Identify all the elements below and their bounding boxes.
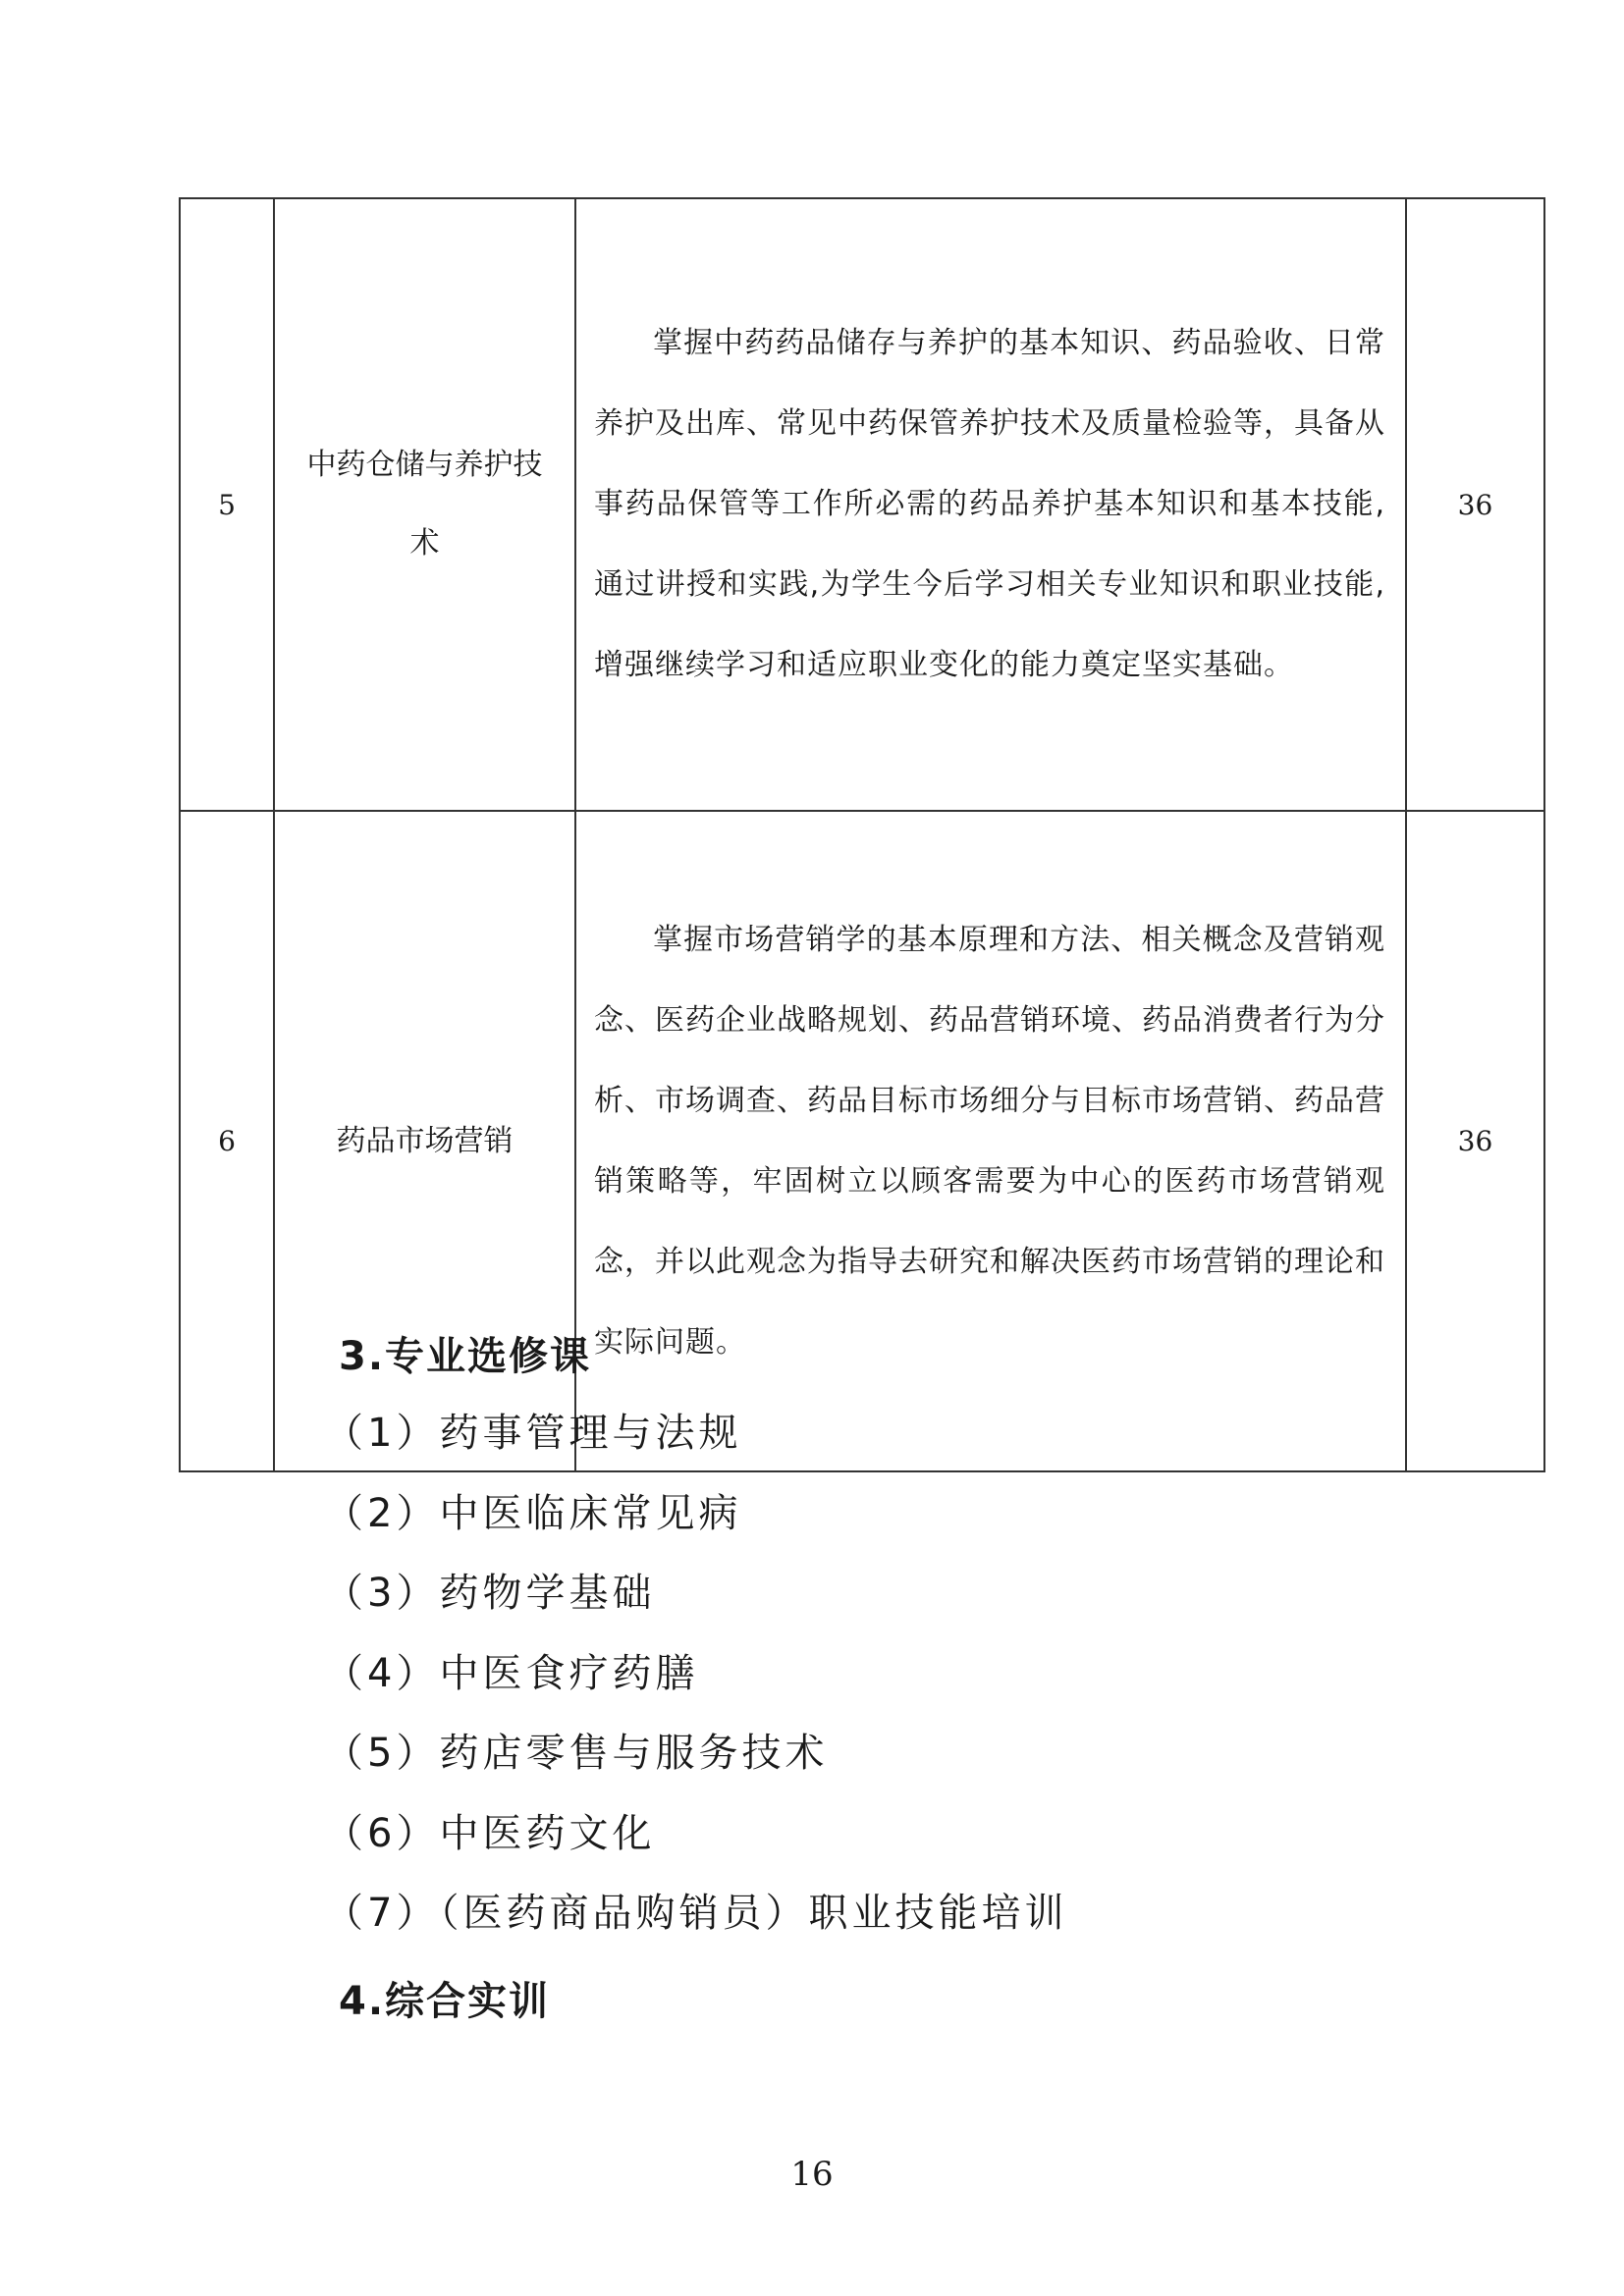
list-item: （6）中医药文化 [324,1810,656,1856]
course-table [179,197,1545,1472]
course-number: 6 [180,811,274,1471]
course-number: 5 [180,198,274,811]
list-item: （4）中医食疗药膳 [324,1650,699,1696]
course-hours: 36 [1406,811,1544,1471]
course-hours: 36 [1406,198,1544,811]
course-description-text: 掌握市场营销学的基本原理和方法、相关概念及营销观念、医药企业战略规划、药品营销环境、药品消费者行为分析、市场调查、药品目标市场细分与目标市场营销、药品营销策略等，牢固树立以顾客需要为中心的医药市场营销观念，并以此观念为指导去研究和解决医药市场营销的理论和实际问题。 [594,922,1385,1360]
table-row [180,198,1544,811]
list-item: （3）药物学基础 [324,1571,656,1616]
list-item: （5）药店零售与服务技术 [324,1731,829,1776]
list-item: （2）中医临床常见病 [324,1490,742,1536]
list-item: （7）（医药商品购销员）职业技能培训 [324,1891,1068,1936]
course-name: 药品市场营销 [274,811,575,1471]
course-description [575,811,1406,1471]
page-number: 16 [790,2155,834,2194]
course-description [575,198,1406,811]
section-heading-electives: 3.专业选修课 [339,1334,592,1379]
course-name: 中药仓储与养护技术 [274,198,575,811]
section-heading-practical-training: 4.综合实训 [339,1979,551,2024]
list-item: （1）药事管理与法规 [324,1411,742,1456]
elective-course-list [324,1394,1067,1954]
course-description-text: 掌握中药药品储存与养护的基本知识、药品验收、日常养护及出库、常见中药保管养护技术及质量检验等，具备从事药品保管等工作所必需的药品养护基本知识和基本技能,通过讲授和实践,为学生今后学习相关专业知识和职业技能,增强继续学习和适应职业变化的能力奠定坚实基础。 [594,326,1385,682]
